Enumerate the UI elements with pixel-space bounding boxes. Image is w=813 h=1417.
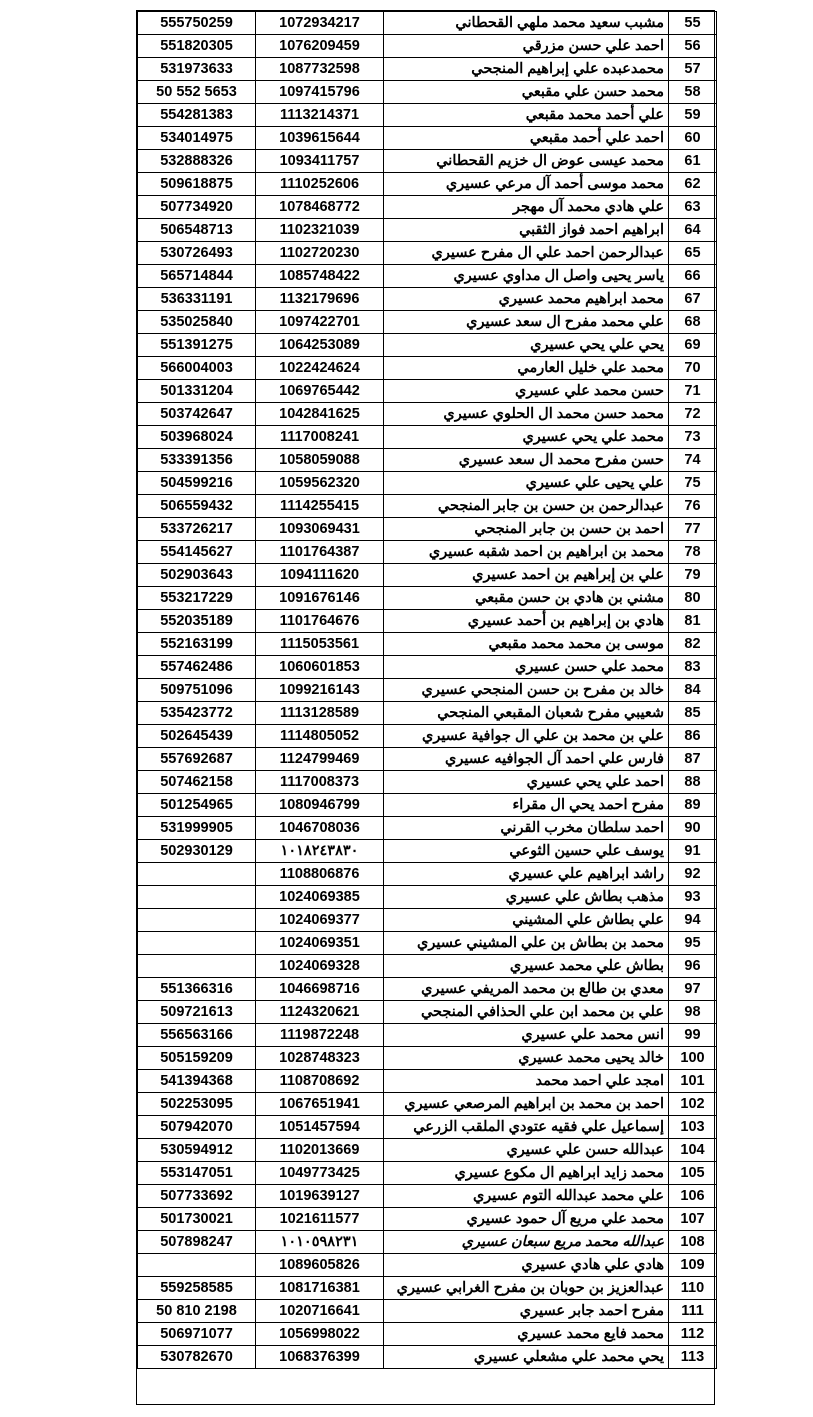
mobile-cell: 50 810 2198: [138, 1300, 256, 1323]
row-number-cell: 62: [669, 173, 717, 196]
row-number-cell: 64: [669, 219, 717, 242]
id-number-cell: 1021611577: [256, 1208, 384, 1231]
id-number-cell: 1024069385: [256, 886, 384, 909]
id-number-cell: 1089605826: [256, 1254, 384, 1277]
table-row: [138, 1070, 717, 1093]
id-number-cell: 1024069328: [256, 955, 384, 978]
id-number-cell: 1097415796: [256, 81, 384, 104]
id-number-cell: ١٠١٨٢٤٣٨٣٠: [256, 840, 384, 863]
table-row: [138, 403, 717, 426]
name-cell: محمد عيسى عوض ال خزيم القحطاني: [384, 150, 669, 173]
mobile-cell: 552035189: [138, 610, 256, 633]
table-row: [138, 426, 717, 449]
mobile-cell: 551820305: [138, 35, 256, 58]
mobile-cell: 533391356: [138, 449, 256, 472]
table-row: [138, 587, 717, 610]
mobile-cell: 532888326: [138, 150, 256, 173]
table-row: [138, 311, 717, 334]
id-number-cell: 1024069377: [256, 909, 384, 932]
mobile-cell: 557692687: [138, 748, 256, 771]
name-cell: عبدالله حسن علي عسيري: [384, 1139, 669, 1162]
table-row: [138, 748, 717, 771]
name-cell: مشني بن هادي بن حسن مقبعي: [384, 587, 669, 610]
name-cell: علي بن محمد بن علي ال جوافية عسيري: [384, 725, 669, 748]
row-number-cell: 75: [669, 472, 717, 495]
row-number-cell: 73: [669, 426, 717, 449]
table-row: [138, 288, 717, 311]
mobile-cell: 533726217: [138, 518, 256, 541]
row-number-cell: 71: [669, 380, 717, 403]
id-number-cell: 1101764387: [256, 541, 384, 564]
name-cell: خالد بن مفرح بن حسن المنجحي عسيري: [384, 679, 669, 702]
mobile-cell: 559258585: [138, 1277, 256, 1300]
id-number-cell: 1028748323: [256, 1047, 384, 1070]
mobile-cell: 536331191: [138, 288, 256, 311]
id-number-cell: 1124320621: [256, 1001, 384, 1024]
row-number-cell: 98: [669, 1001, 717, 1024]
table-row: [138, 173, 717, 196]
id-number-cell: 1093411757: [256, 150, 384, 173]
table-row: [138, 81, 717, 104]
id-number-cell: 1119872248: [256, 1024, 384, 1047]
id-number-cell: 1102013669: [256, 1139, 384, 1162]
id-number-cell: 1113128589: [256, 702, 384, 725]
row-number-cell: 102: [669, 1093, 717, 1116]
id-number-cell: 1076209459: [256, 35, 384, 58]
name-cell: عبدالرحمن احمد علي ال مفرح عسيري: [384, 242, 669, 265]
name-cell: محمد موسى أحمد آل مرعي عسيري: [384, 173, 669, 196]
row-number-cell: 82: [669, 633, 717, 656]
name-cell: انس محمد علي عسيري: [384, 1024, 669, 1047]
name-cell: علي أحمد محمد مقبعي: [384, 104, 669, 127]
name-cell: يحي محمد علي مشعلي عسيري: [384, 1346, 669, 1369]
table-row: [138, 495, 717, 518]
id-number-cell: 1099216143: [256, 679, 384, 702]
name-cell: احمد علي أحمد مقبعي: [384, 127, 669, 150]
row-number-cell: 61: [669, 150, 717, 173]
mobile-cell: 507898247: [138, 1231, 256, 1254]
id-number-cell: 1042841625: [256, 403, 384, 426]
table-row: [138, 610, 717, 633]
mobile-cell: 506971077: [138, 1323, 256, 1346]
records-sheet: [136, 10, 715, 1405]
row-number-cell: 76: [669, 495, 717, 518]
row-number-cell: 107: [669, 1208, 717, 1231]
name-cell: محمدعبده علي إبراهيم المنجحي: [384, 58, 669, 81]
mobile-cell: [138, 909, 256, 932]
id-number-cell: 1117008373: [256, 771, 384, 794]
mobile-cell: 507942070: [138, 1116, 256, 1139]
mobile-cell: 505159209: [138, 1047, 256, 1070]
name-cell: احمد بن محمد بن ابراهيم المرصعي عسيري: [384, 1093, 669, 1116]
table-row: [138, 1047, 717, 1070]
table-row: [138, 541, 717, 564]
mobile-cell: 503968024: [138, 426, 256, 449]
mobile-cell: 566004003: [138, 357, 256, 380]
table-row: [138, 1277, 717, 1300]
mobile-cell: 554281383: [138, 104, 256, 127]
name-cell: محمد بن بطاش بن علي المشيني عسيري: [384, 932, 669, 955]
table-row: [138, 1185, 717, 1208]
name-cell: بطاش علي محمد عسيري: [384, 955, 669, 978]
mobile-cell: 535423772: [138, 702, 256, 725]
id-number-cell: 1022424624: [256, 357, 384, 380]
name-cell: احمد سلطان مخرب القرني: [384, 817, 669, 840]
name-cell: عبدالرحمن بن حسن بن جابر المنجحي: [384, 495, 669, 518]
name-cell: علي بطاش علي المشيني: [384, 909, 669, 932]
row-number-cell: 56: [669, 35, 717, 58]
row-number-cell: 78: [669, 541, 717, 564]
name-cell: عبدالله محمد مريع سبعان عسيري: [384, 1231, 669, 1254]
row-number-cell: 74: [669, 449, 717, 472]
mobile-cell: [138, 932, 256, 955]
row-number-cell: 72: [669, 403, 717, 426]
row-number-cell: 109: [669, 1254, 717, 1277]
id-number-cell: 1051457594: [256, 1116, 384, 1139]
id-number-cell: 1039615644: [256, 127, 384, 150]
mobile-cell: 509751096: [138, 679, 256, 702]
mobile-cell: 565714844: [138, 265, 256, 288]
row-number-cell: 86: [669, 725, 717, 748]
name-cell: احمد علي حسن مزرقي: [384, 35, 669, 58]
row-number-cell: 60: [669, 127, 717, 150]
id-number-cell: 1094111620: [256, 564, 384, 587]
table-row: [138, 656, 717, 679]
name-cell: مفرح احمد جابر عسيري: [384, 1300, 669, 1323]
id-number-cell: 1097422701: [256, 311, 384, 334]
row-number-cell: 92: [669, 863, 717, 886]
row-number-cell: 101: [669, 1070, 717, 1093]
name-cell: مفرح احمد يحي ال مقراء: [384, 794, 669, 817]
id-number-cell: 1059562320: [256, 472, 384, 495]
mobile-cell: 502930129: [138, 840, 256, 863]
id-number-cell: 1087732598: [256, 58, 384, 81]
name-cell: محمد حسن علي مقبعي: [384, 81, 669, 104]
table-row: [138, 1231, 717, 1254]
name-cell: محمد علي خليل العارمي: [384, 357, 669, 380]
row-number-cell: 93: [669, 886, 717, 909]
name-cell: محمد حسن محمد ال الحلوي عسيري: [384, 403, 669, 426]
mobile-cell: 507733692: [138, 1185, 256, 1208]
table-row: [138, 150, 717, 173]
name-cell: محمد علي حسن عسيري: [384, 656, 669, 679]
row-number-cell: 57: [669, 58, 717, 81]
table-row: [138, 1162, 717, 1185]
id-number-cell: 1068376399: [256, 1346, 384, 1369]
row-number-cell: 85: [669, 702, 717, 725]
id-number-cell: 1019639127: [256, 1185, 384, 1208]
table-row: [138, 518, 717, 541]
id-number-cell: 1078468772: [256, 196, 384, 219]
name-cell: محمد بن ابراهيم بن احمد شقبه عسيري: [384, 541, 669, 564]
name-cell: ابراهيم احمد فواز الثقبي: [384, 219, 669, 242]
row-number-cell: 87: [669, 748, 717, 771]
mobile-cell: 502645439: [138, 725, 256, 748]
name-cell: هادي علي هادي عسيري: [384, 1254, 669, 1277]
mobile-cell: 507734920: [138, 196, 256, 219]
id-number-cell: 1108708692: [256, 1070, 384, 1093]
id-number-cell: 1046708036: [256, 817, 384, 840]
id-number-cell: 1113214371: [256, 104, 384, 127]
mobile-cell: 504599216: [138, 472, 256, 495]
id-number-cell: 1093069431: [256, 518, 384, 541]
name-cell: امجد علي احمد محمد: [384, 1070, 669, 1093]
mobile-cell: 530726493: [138, 242, 256, 265]
table-row: [138, 357, 717, 380]
mobile-cell: 530594912: [138, 1139, 256, 1162]
row-number-cell: 106: [669, 1185, 717, 1208]
row-number-cell: 108: [669, 1231, 717, 1254]
table-row: [138, 242, 717, 265]
row-number-cell: 65: [669, 242, 717, 265]
name-cell: حسن مفرح محمد ال سعد عسيري: [384, 449, 669, 472]
id-number-cell: 1115053561: [256, 633, 384, 656]
mobile-cell: [138, 886, 256, 909]
row-number-cell: 89: [669, 794, 717, 817]
table-row: [138, 1116, 717, 1139]
mobile-cell: 531999905: [138, 817, 256, 840]
mobile-cell: 509721613: [138, 1001, 256, 1024]
table-row: [138, 380, 717, 403]
mobile-cell: 530782670: [138, 1346, 256, 1369]
mobile-cell: 556563166: [138, 1024, 256, 1047]
table-row: [138, 1001, 717, 1024]
mobile-cell: 555750259: [138, 12, 256, 35]
table-row: [138, 955, 717, 978]
row-number-cell: 81: [669, 610, 717, 633]
mobile-cell: 501254965: [138, 794, 256, 817]
row-number-cell: 113: [669, 1346, 717, 1369]
table-row: [138, 472, 717, 495]
row-number-cell: 83: [669, 656, 717, 679]
table-row: [138, 12, 717, 35]
name-cell: محمد ابراهيم محمد عسيري: [384, 288, 669, 311]
id-number-cell: 1101764676: [256, 610, 384, 633]
mobile-cell: 501730021: [138, 1208, 256, 1231]
name-cell: محمد فايع محمد عسيري: [384, 1323, 669, 1346]
table-row: [138, 1139, 717, 1162]
row-number-cell: 100: [669, 1047, 717, 1070]
row-number-cell: 99: [669, 1024, 717, 1047]
id-number-cell: 1069765442: [256, 380, 384, 403]
mobile-cell: 554145627: [138, 541, 256, 564]
id-number-cell: 1049773425: [256, 1162, 384, 1185]
mobile-cell: 551391275: [138, 334, 256, 357]
table-row: [138, 564, 717, 587]
row-number-cell: 66: [669, 265, 717, 288]
name-cell: محمد علي يحي عسيري: [384, 426, 669, 449]
name-cell: مشبب سعيد محمد ملهي القحطاني: [384, 12, 669, 35]
row-number-cell: 80: [669, 587, 717, 610]
mobile-cell: 553147051: [138, 1162, 256, 1185]
table-row: [138, 794, 717, 817]
row-number-cell: 110: [669, 1277, 717, 1300]
mobile-cell: [138, 863, 256, 886]
row-number-cell: 69: [669, 334, 717, 357]
row-number-cell: 105: [669, 1162, 717, 1185]
table-row: [138, 196, 717, 219]
mobile-cell: 502253095: [138, 1093, 256, 1116]
id-number-cell: 1064253089: [256, 334, 384, 357]
row-number-cell: 58: [669, 81, 717, 104]
row-number-cell: 97: [669, 978, 717, 1001]
id-number-cell: 1102720230: [256, 242, 384, 265]
id-number-cell: 1117008241: [256, 426, 384, 449]
row-number-cell: 104: [669, 1139, 717, 1162]
name-cell: معدي بن طالع بن محمد المريفي عسيري: [384, 978, 669, 1001]
name-cell: شعيبي مفرح شعبان المقبعي المنجحي: [384, 702, 669, 725]
table-row: [138, 1346, 717, 1369]
mobile-cell: 502903643: [138, 564, 256, 587]
id-number-cell: 1110252606: [256, 173, 384, 196]
row-number-cell: 84: [669, 679, 717, 702]
id-number-cell: 1108806876: [256, 863, 384, 886]
table-row: [138, 909, 717, 932]
id-number-cell: 1072934217: [256, 12, 384, 35]
id-number-cell: 1081716381: [256, 1277, 384, 1300]
mobile-cell: 501331204: [138, 380, 256, 403]
name-cell: ياسر يحيى واصل ال مداوي عسيري: [384, 265, 669, 288]
table-row: [138, 840, 717, 863]
table-row: [138, 219, 717, 242]
mobile-cell: 541394368: [138, 1070, 256, 1093]
name-cell: محمد زايد ابراهيم ال مكوع عسيري: [384, 1162, 669, 1185]
row-number-cell: 96: [669, 955, 717, 978]
name-cell: علي بن إبراهيم بن احمد عسيري: [384, 564, 669, 587]
table-row: [138, 334, 717, 357]
mobile-cell: 506548713: [138, 219, 256, 242]
table-row: [138, 1093, 717, 1116]
id-number-cell: 1114805052: [256, 725, 384, 748]
mobile-cell: 557462486: [138, 656, 256, 679]
table-row: [138, 104, 717, 127]
table-row: [138, 35, 717, 58]
row-number-cell: 88: [669, 771, 717, 794]
row-number-cell: 79: [669, 564, 717, 587]
mobile-cell: [138, 955, 256, 978]
table-row: [138, 679, 717, 702]
records-table: [137, 11, 717, 1369]
name-cell: احمد علي يحي عسيري: [384, 771, 669, 794]
id-number-cell: ١٠١٠٥٩٨٢٣١: [256, 1231, 384, 1254]
mobile-cell: 509618875: [138, 173, 256, 196]
mobile-cell: 552163199: [138, 633, 256, 656]
table-row: [138, 127, 717, 150]
row-number-cell: 59: [669, 104, 717, 127]
id-number-cell: 1060601853: [256, 656, 384, 679]
mobile-cell: 553217229: [138, 587, 256, 610]
records-table-body: [138, 12, 717, 1369]
mobile-cell: 531973633: [138, 58, 256, 81]
id-number-cell: 1114255415: [256, 495, 384, 518]
mobile-cell: 506559432: [138, 495, 256, 518]
mobile-cell: 50 552 5653: [138, 81, 256, 104]
name-cell: علي بن محمد ابن علي الحذافي المنجحي: [384, 1001, 669, 1024]
id-number-cell: 1124799469: [256, 748, 384, 771]
id-number-cell: 1080946799: [256, 794, 384, 817]
id-number-cell: 1056998022: [256, 1323, 384, 1346]
row-number-cell: 95: [669, 932, 717, 955]
name-cell: هادي بن إبراهيم بن أحمد عسيري: [384, 610, 669, 633]
name-cell: محمد علي مريع آل حمود عسيري: [384, 1208, 669, 1231]
id-number-cell: 1067651941: [256, 1093, 384, 1116]
mobile-cell: 534014975: [138, 127, 256, 150]
table-row: [138, 449, 717, 472]
row-number-cell: 91: [669, 840, 717, 863]
name-cell: يوسف علي حسين الثوعي: [384, 840, 669, 863]
table-row: [138, 863, 717, 886]
row-number-cell: 67: [669, 288, 717, 311]
mobile-cell: 503742647: [138, 403, 256, 426]
row-number-cell: 68: [669, 311, 717, 334]
table-row: [138, 1300, 717, 1323]
table-row: [138, 817, 717, 840]
name-cell: حسن محمد علي عسيري: [384, 380, 669, 403]
name-cell: علي هادي محمد آل مهجر: [384, 196, 669, 219]
name-cell: علي محمد عبدالله التوم عسيري: [384, 1185, 669, 1208]
table-row: [138, 265, 717, 288]
table-row: [138, 1323, 717, 1346]
mobile-cell: 507462158: [138, 771, 256, 794]
name-cell: احمد بن حسن بن جابر المنجحي: [384, 518, 669, 541]
id-number-cell: 1020716641: [256, 1300, 384, 1323]
id-number-cell: 1085748422: [256, 265, 384, 288]
name-cell: موسى بن محمد محمد مقبعي: [384, 633, 669, 656]
name-cell: إسماعيل علي فقيه عتودي الملقب الزرعي: [384, 1116, 669, 1139]
row-number-cell: 94: [669, 909, 717, 932]
table-row: [138, 1254, 717, 1277]
mobile-cell: 551366316: [138, 978, 256, 1001]
table-row: [138, 886, 717, 909]
name-cell: خالد يحيى محمد عسيري: [384, 1047, 669, 1070]
name-cell: راشد ابراهيم علي عسيري: [384, 863, 669, 886]
table-row: [138, 633, 717, 656]
name-cell: يحي علي يحي عسيري: [384, 334, 669, 357]
row-number-cell: 55: [669, 12, 717, 35]
name-cell: مذهب بطاش علي عسيري: [384, 886, 669, 909]
name-cell: علي يحيى علي عسيري: [384, 472, 669, 495]
table-row: [138, 702, 717, 725]
id-number-cell: 1091676146: [256, 587, 384, 610]
table-row: [138, 725, 717, 748]
id-number-cell: 1132179696: [256, 288, 384, 311]
row-number-cell: 111: [669, 1300, 717, 1323]
row-number-cell: 103: [669, 1116, 717, 1139]
id-number-cell: 1102321039: [256, 219, 384, 242]
row-number-cell: 63: [669, 196, 717, 219]
row-number-cell: 77: [669, 518, 717, 541]
row-number-cell: 112: [669, 1323, 717, 1346]
table-row: [138, 1208, 717, 1231]
table-row: [138, 58, 717, 81]
id-number-cell: 1046698716: [256, 978, 384, 1001]
table-row: [138, 1024, 717, 1047]
mobile-cell: [138, 1254, 256, 1277]
table-row: [138, 978, 717, 1001]
table-row: [138, 932, 717, 955]
row-number-cell: 90: [669, 817, 717, 840]
row-number-cell: 70: [669, 357, 717, 380]
id-number-cell: 1024069351: [256, 932, 384, 955]
name-cell: عبدالعزيز بن حوبان بن مفرح الغرابي عسيري: [384, 1277, 669, 1300]
table-row: [138, 771, 717, 794]
name-cell: علي محمد مفرح ال سعد عسيري: [384, 311, 669, 334]
mobile-cell: 535025840: [138, 311, 256, 334]
id-number-cell: 1058059088: [256, 449, 384, 472]
name-cell: فارس علي احمد آل الجوافيه عسيري: [384, 748, 669, 771]
